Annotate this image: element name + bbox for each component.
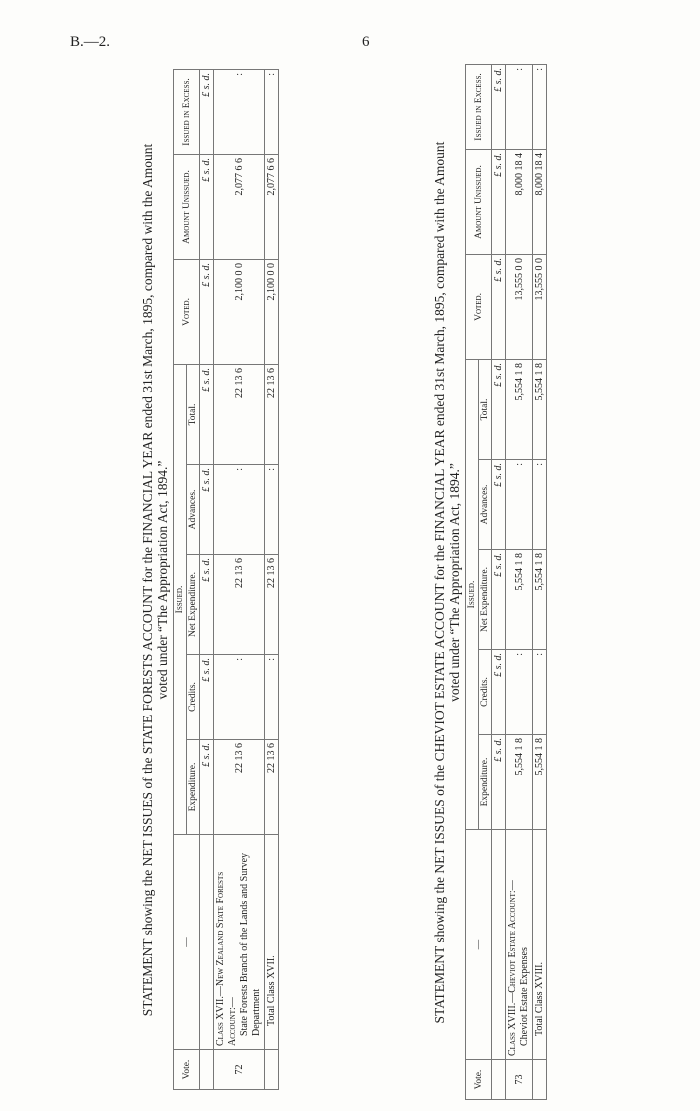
header-net-expenditure: Net Expenditure. bbox=[187, 555, 200, 655]
total-value: 5,554 1 8 bbox=[506, 359, 533, 459]
header-voted: Voted. bbox=[174, 259, 200, 364]
total-total: 22 13 6 bbox=[265, 364, 279, 464]
row-description bbox=[506, 830, 533, 1060]
issued-in-excess-total: : bbox=[533, 64, 547, 149]
header-total: Total. bbox=[187, 364, 200, 464]
vote-number: 72 bbox=[214, 1050, 265, 1090]
issued-in-excess-value: : bbox=[214, 69, 265, 154]
currency-unit: £ s. d. bbox=[200, 364, 214, 464]
currency-cell bbox=[492, 1060, 506, 1100]
net-expenditure-total: 5,554 1 8 bbox=[533, 550, 547, 650]
currency-unit: £ s. d. bbox=[200, 555, 214, 655]
caption-line-1: STATEMENT showing the NET ISSUES of the STATE FORESTS ACCOUNT for the FINANCIAL YEAR ended 31st March, 1895, compared with the Amount bbox=[140, 143, 155, 1017]
currency-unit: £ s. d. bbox=[492, 359, 506, 459]
net-expenditure-value: 22 13 6 bbox=[214, 555, 265, 655]
currency-unit: £ s. d. bbox=[492, 550, 506, 650]
header-credits: Credits. bbox=[187, 655, 200, 740]
class-line: Class XVIII.—Cheviot Estate Account:— bbox=[507, 880, 518, 1056]
statement-state-forests bbox=[140, 69, 279, 1090]
total-row bbox=[265, 69, 279, 1089]
issued-in-excess-total: : bbox=[265, 69, 279, 154]
header-vote: Vote. bbox=[174, 1050, 200, 1090]
statement-table bbox=[465, 64, 547, 1100]
page-reference: B.—2. bbox=[70, 34, 111, 50]
currency-unit: £ s. d. bbox=[492, 64, 506, 149]
header-net-expenditure: Net Expenditure. bbox=[479, 550, 492, 650]
expenditure-value: 22 13 6 bbox=[214, 740, 265, 835]
header-dash: — bbox=[466, 830, 492, 1060]
header-expenditure: Expenditure. bbox=[479, 735, 492, 830]
currency-cell bbox=[200, 835, 214, 1050]
statement-table bbox=[173, 69, 279, 1090]
page-number: 6 bbox=[362, 34, 370, 50]
header-dash: — bbox=[174, 835, 200, 1050]
statement-cheviot-estate bbox=[432, 64, 547, 1100]
header-issued-in-excess: Issued in Excess. bbox=[174, 69, 200, 154]
total-row bbox=[533, 64, 547, 1099]
header-issued: Issued. bbox=[174, 364, 187, 834]
issued-in-excess-value: : bbox=[506, 64, 533, 149]
expenditure-total: 5,554 1 8 bbox=[533, 735, 547, 830]
header-credits: Credits. bbox=[479, 650, 492, 735]
currency-unit: £ s. d. bbox=[200, 655, 214, 740]
statement-caption bbox=[140, 70, 170, 1090]
total-total: 5,554 1 8 bbox=[533, 359, 547, 459]
item-line: Cheviot Estate Expenses bbox=[519, 947, 530, 1046]
credits-total: : bbox=[265, 655, 279, 740]
caption-line-2: voted under “The Appropriation Act, 1894.” bbox=[155, 460, 170, 700]
currency-unit: £ s. d. bbox=[200, 154, 214, 259]
vote-number bbox=[265, 1050, 279, 1090]
currency-unit: £ s. d. bbox=[492, 650, 506, 735]
currency-unit: £ s. d. bbox=[200, 259, 214, 364]
table-row bbox=[506, 64, 533, 1099]
currency-unit: £ s. d. bbox=[200, 69, 214, 154]
expenditure-total: 22 13 6 bbox=[265, 740, 279, 835]
total-label-text: Total Class XVIII. bbox=[534, 961, 545, 1036]
total-label-text: Total Class XVII. bbox=[266, 955, 277, 1026]
net-expenditure-total: 22 13 6 bbox=[265, 555, 279, 655]
caption-line-2: voted under “The Appropriation Act, 1894.” bbox=[447, 463, 462, 702]
advances-total: : bbox=[265, 465, 279, 555]
header-issued-in-excess: Issued in Excess. bbox=[466, 64, 492, 149]
caption-line-1: STATEMENT showing the NET ISSUES of the CHEVIOT ESTATE ACCOUNT for the FINANCIAL YEAR ended 31st March, 1895, compared with the Amount bbox=[432, 141, 447, 1024]
header-total: Total. bbox=[479, 359, 492, 459]
currency-cell bbox=[492, 830, 506, 1060]
item-line: State Forests Branch of the Lands and Survey Department bbox=[239, 852, 262, 1036]
total-value: 22 13 6 bbox=[214, 364, 265, 464]
amount-unissued-value: 8,000 18 4 bbox=[506, 149, 533, 254]
advances-value: : bbox=[214, 465, 265, 555]
statement-caption bbox=[432, 65, 462, 1100]
currency-unit: £ s. d. bbox=[492, 735, 506, 830]
currency-unit: £ s. d. bbox=[200, 465, 214, 555]
header-expenditure: Expenditure. bbox=[187, 740, 200, 835]
header-amount-unissued: Amount Unissued. bbox=[174, 154, 200, 259]
expenditure-value: 5,554 1 8 bbox=[506, 735, 533, 830]
header-voted: Voted. bbox=[466, 254, 492, 359]
header-issued: Issued. bbox=[466, 359, 479, 829]
total-label bbox=[265, 835, 279, 1050]
currency-unit: £ s. d. bbox=[200, 740, 214, 835]
advances-total: : bbox=[533, 460, 547, 550]
class-line: Class XVII.—New Zealand State Forests Account:— bbox=[215, 871, 238, 1046]
currency-unit: £ s. d. bbox=[492, 460, 506, 550]
table-row bbox=[214, 69, 265, 1089]
currency-unit: £ s. d. bbox=[492, 149, 506, 254]
net-expenditure-value: 5,554 1 8 bbox=[506, 550, 533, 650]
credits-total: : bbox=[533, 650, 547, 735]
voted-value: 2,100 0 0 bbox=[214, 259, 265, 364]
voted-value: 13,555 0 0 bbox=[506, 254, 533, 359]
voted-total: 2,100 0 0 bbox=[265, 259, 279, 364]
amount-unissued-total: 2,077 6 6 bbox=[265, 154, 279, 259]
header-vote: Vote. bbox=[466, 1060, 492, 1100]
header-advances: Advances. bbox=[187, 465, 200, 555]
header-amount-unissued: Amount Unissued. bbox=[466, 149, 492, 254]
currency-cell bbox=[200, 1050, 214, 1090]
header-advances: Advances. bbox=[479, 460, 492, 550]
total-label bbox=[533, 830, 547, 1060]
amount-unissued-value: 2,077 6 6 bbox=[214, 154, 265, 259]
advances-value: : bbox=[506, 460, 533, 550]
credits-value: : bbox=[506, 650, 533, 735]
voted-total: 13,555 0 0 bbox=[533, 254, 547, 359]
credits-value: : bbox=[214, 655, 265, 740]
vote-number: 73 bbox=[506, 1060, 533, 1100]
currency-unit: £ s. d. bbox=[492, 254, 506, 359]
vote-number bbox=[533, 1060, 547, 1100]
row-description bbox=[214, 835, 265, 1050]
amount-unissued-total: 8,000 18 4 bbox=[533, 149, 547, 254]
